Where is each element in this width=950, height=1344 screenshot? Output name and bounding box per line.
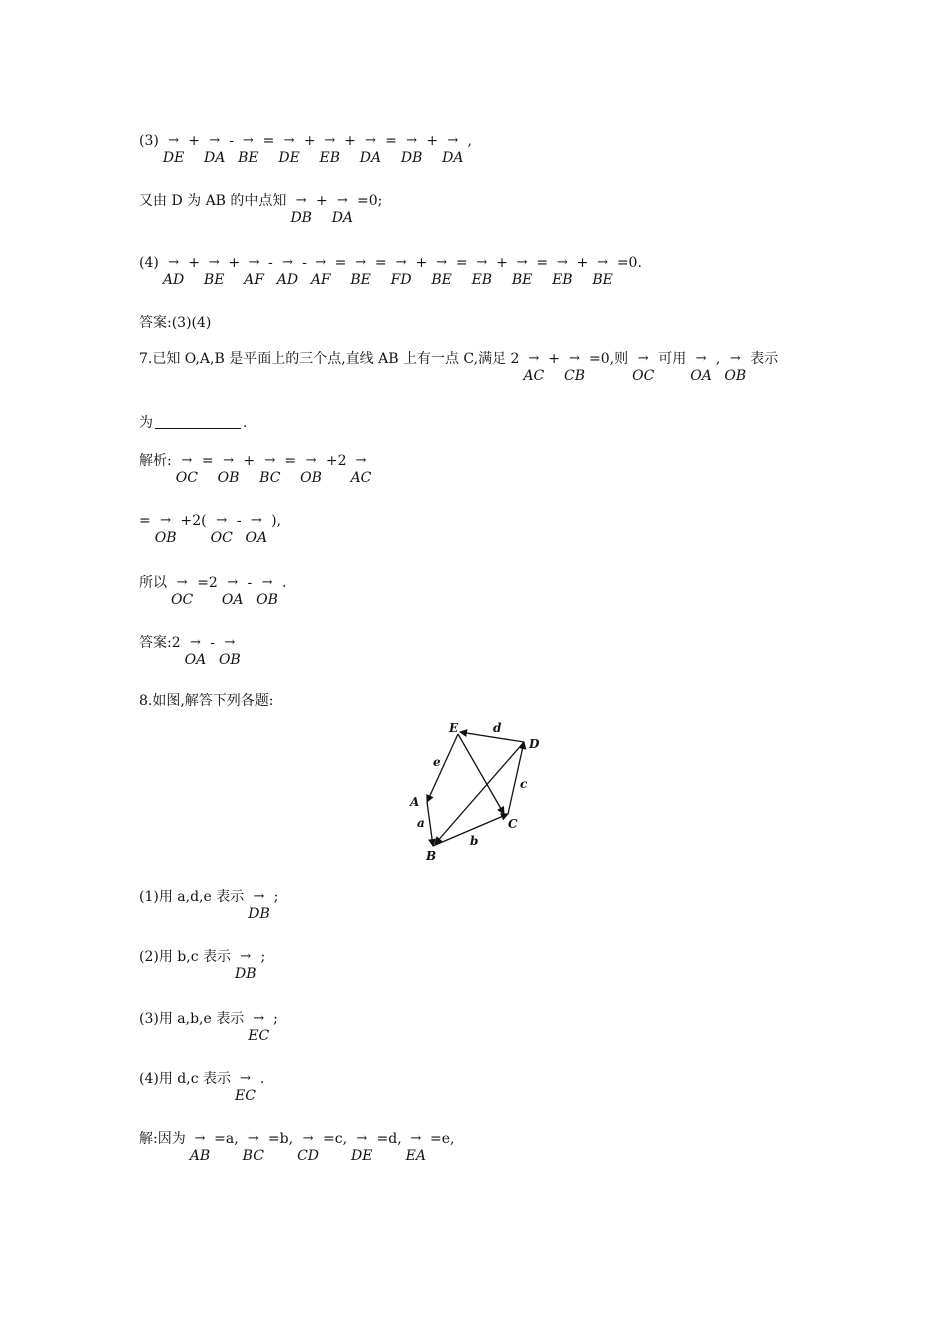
vector-symbol (244, 254, 264, 288)
vector-label: OB (217, 470, 240, 486)
text-run: 答案:(3)(4) (139, 315, 212, 331)
vector-arrow-icon: → (295, 193, 307, 208)
text-line (137, 1130, 456, 1174)
vector-label: OA (221, 592, 244, 608)
text-run: 所以 (139, 575, 167, 591)
vector-symbol (632, 350, 654, 384)
vector-arrow-icon: → (209, 133, 221, 148)
vector-arrow-icon: → (336, 193, 348, 208)
vector-label: BE (592, 272, 613, 288)
operator: = (536, 255, 549, 271)
operator: = (455, 255, 468, 271)
vector-arrow-icon: → (283, 133, 295, 148)
vector-label: DE (278, 150, 300, 166)
vector-label: BC (242, 1148, 264, 1164)
vector-label: OC (210, 530, 233, 546)
text-run: 解:因为 (139, 1131, 186, 1147)
text-line (137, 634, 243, 678)
text-line (137, 350, 780, 394)
vector-arrow-icon: → (248, 255, 260, 270)
operator: - (247, 575, 253, 591)
vector-symbol (238, 132, 259, 166)
vector-symbol (472, 254, 493, 288)
operator: = (262, 133, 275, 149)
vector-arrow-icon: → (355, 453, 367, 468)
vector-symbol (171, 574, 193, 608)
vector-arrow-icon: → (227, 575, 239, 590)
vector-label: OA (184, 652, 207, 668)
operator: + (496, 255, 508, 271)
vector-arrow-icon: → (240, 949, 252, 964)
vector-symbol (246, 512, 268, 546)
vector-label: DA (204, 150, 226, 166)
operator: - (210, 635, 215, 651)
operator: = (374, 255, 387, 271)
vector-symbol (360, 132, 381, 166)
vector-symbol (190, 1130, 210, 1164)
operator: = (201, 453, 214, 469)
vector-arrow-icon: → (253, 889, 265, 904)
vector-label: BE (350, 272, 371, 288)
vector-label: BE (203, 272, 225, 288)
operator: + (576, 255, 589, 271)
text-run: (3)用 a,b,e 表示 (139, 1011, 245, 1027)
text-run: =2 (197, 575, 218, 591)
vector-label: DE (162, 150, 185, 166)
vector-label: OA (690, 368, 712, 384)
operator: - (229, 133, 235, 149)
operator: + (315, 193, 328, 209)
text-line (137, 692, 276, 736)
text-run: =0. (616, 255, 642, 271)
vector-arrow-icon: → (224, 635, 236, 650)
vector-label: OC (632, 368, 655, 384)
operator: + (228, 255, 241, 271)
text-line (137, 254, 644, 298)
text-run: 解析: (139, 453, 172, 469)
vector-arrow-icon: → (253, 1011, 265, 1026)
text-line (137, 132, 474, 176)
vector-arrow-icon: → (569, 351, 580, 366)
vector-label: EC (234, 1088, 256, 1104)
vector-symbol (248, 888, 270, 922)
operator: = (139, 513, 151, 529)
vector-symbol (442, 132, 463, 166)
vector-label: DB (290, 210, 312, 226)
text-line (137, 512, 283, 556)
vector-symbol (163, 132, 184, 166)
vector-symbol (690, 350, 712, 384)
text-line (137, 1070, 266, 1114)
vector-label: DA (331, 210, 354, 226)
vector-symbol (185, 634, 207, 668)
text-run: +2 (325, 453, 347, 469)
operator: - (236, 513, 242, 529)
vector-label: EB (471, 272, 493, 288)
vector-label: DA (442, 150, 464, 166)
text-run: 答案:2 (139, 635, 181, 651)
text-run: +2( (180, 513, 207, 529)
text-run: =e, (430, 1131, 455, 1147)
vector-label: AC (350, 470, 372, 486)
vector-arrow-icon: → (729, 351, 741, 366)
text-run: . (281, 575, 287, 591)
text-run: ; (260, 949, 266, 965)
text-run: =a, (214, 1131, 239, 1147)
vector-arrow-icon: → (637, 351, 649, 366)
vector-arrow-icon: → (356, 1131, 368, 1146)
operator: + (548, 351, 560, 367)
vector-symbol (222, 574, 244, 608)
vector-symbol (176, 452, 198, 486)
text-run: =b, (267, 1131, 294, 1147)
operator: + (344, 133, 356, 149)
text-run: 又由 D 为 AB 的中点知 (139, 193, 287, 209)
vector-arrow-icon: → (168, 133, 180, 148)
vector-symbol (724, 350, 746, 384)
vector-arrow-icon: → (223, 453, 234, 468)
vector-symbol (204, 132, 225, 166)
vector-arrow-icon: → (406, 133, 418, 148)
operator: + (188, 133, 201, 149)
vector-symbol (351, 1130, 372, 1164)
text-run: (1)用 a,d,e 表示 (139, 889, 245, 905)
text-run: 8.如图,解答下列各题: (139, 693, 274, 709)
text-run: =c, (323, 1131, 348, 1147)
vector-label: DA (359, 150, 382, 166)
vector-label: CB (564, 368, 585, 384)
vector-arrow-icon: → (189, 635, 201, 650)
vector-label: EB (319, 150, 341, 166)
vector-label: FD (390, 272, 412, 288)
vector-label: OC (175, 470, 198, 486)
vector-symbol (350, 254, 371, 288)
vector-arrow-icon: → (355, 255, 367, 270)
vector-symbol (523, 350, 544, 384)
vector-label: AB (189, 1148, 211, 1164)
vector-arrow-icon: → (160, 513, 172, 528)
operator: - (302, 255, 307, 271)
vector-label-a: a (417, 816, 425, 830)
vector-arrow-icon: → (395, 255, 407, 270)
text-run: =0,则 (589, 351, 629, 367)
text-run: ; (273, 1011, 278, 1027)
vector-arrow-icon: → (447, 133, 459, 148)
text-line (137, 1010, 280, 1054)
vector-symbol (300, 452, 322, 486)
operator: + (426, 133, 439, 149)
vector-a (427, 802, 433, 846)
vector-arrow-icon: → (305, 453, 317, 468)
vector-arrow-icon: → (597, 255, 609, 270)
point-label-a: A (410, 795, 420, 809)
vector-symbol (332, 192, 353, 226)
vector-symbol (256, 574, 278, 608)
text-run: =d, (376, 1131, 402, 1147)
text-run: , (715, 351, 721, 367)
vector-symbol (235, 1070, 256, 1104)
operator: + (303, 133, 316, 149)
text-run: . (243, 415, 248, 431)
vector-arrow-icon: → (250, 513, 262, 528)
text-run: (4)用 d,c 表示 (139, 1071, 231, 1087)
vector-label: EB (552, 272, 573, 288)
vector-label: OA (245, 530, 268, 546)
vector-label: OB (256, 592, 278, 608)
text-run: 可用 (658, 351, 687, 367)
operator: - (268, 255, 273, 271)
vector-arrow-icon: → (242, 133, 254, 148)
vector-arrow-icon: → (476, 255, 488, 270)
vector-label: AF (310, 272, 331, 288)
vector-label: OC (171, 592, 194, 608)
vector-arrow-icon: → (264, 453, 276, 468)
vector-label-e: e (433, 755, 441, 769)
vector-label: OB (154, 530, 177, 546)
vector-label: DE (351, 1148, 373, 1164)
vector-label: EC (248, 1028, 270, 1044)
vector-arrow-icon: → (436, 255, 448, 270)
operator: = (284, 453, 297, 469)
vector-d (460, 732, 524, 742)
vector-ec (458, 734, 504, 814)
point-label-e: E (449, 721, 459, 735)
vector-figure (400, 714, 560, 864)
text-run: 表示 (750, 351, 779, 367)
vector-label: AC (523, 368, 545, 384)
vector-label: BE (431, 272, 452, 288)
text-line (137, 452, 373, 496)
vector-symbol (320, 132, 341, 166)
point-label-d: D (529, 737, 540, 751)
vector-symbol (351, 452, 372, 486)
vector-symbol (243, 1130, 264, 1164)
vector-symbol (218, 452, 240, 486)
vector-label: OB (300, 470, 322, 486)
text-line (137, 192, 384, 236)
text-run: ; (273, 889, 279, 905)
text-line (137, 574, 288, 618)
text-run: (4) (139, 255, 159, 271)
vector-symbol (163, 254, 184, 288)
vector-label: BC (259, 470, 281, 486)
vector-e (427, 734, 458, 802)
vector-label-b: b (470, 834, 479, 848)
vector-symbol (512, 254, 533, 288)
vector-symbol (564, 350, 585, 384)
answer-blank (155, 414, 241, 429)
text-run: =0; (357, 193, 383, 209)
vector-arrow-icon: → (240, 1071, 251, 1086)
text-run: 为 (139, 415, 153, 431)
vector-label: BE (238, 150, 259, 166)
text-run: (3) (139, 133, 159, 149)
vector-label: AD (276, 272, 299, 288)
vector-arrow-icon: → (324, 133, 336, 148)
vector-arrow-icon: → (695, 351, 707, 366)
operator: + (188, 255, 200, 271)
vector-arrow-icon: → (315, 255, 327, 270)
vector-symbol (278, 132, 299, 166)
vector-arrow-icon: → (247, 1131, 259, 1146)
text-run: 7.已知 O,A,B 是平面上的三个点,直线 AB 上有一点 C,满足 2 (139, 351, 520, 367)
vector-label: OB (724, 368, 747, 384)
vector-arrow-icon: → (261, 575, 273, 590)
vector-label: CD (297, 1148, 320, 1164)
vector-symbol (552, 254, 573, 288)
vector-arrow-icon: → (528, 351, 540, 366)
vector-symbol (431, 254, 452, 288)
operator: + (415, 255, 428, 271)
vector-symbol (297, 1130, 319, 1164)
vector-label: OB (218, 652, 241, 668)
text-run: (2)用 b,c 表示 (139, 949, 231, 965)
vector-arrow-icon: → (281, 255, 293, 270)
text-run: . (259, 1071, 265, 1087)
vector-symbol (219, 634, 241, 668)
vector-arrow-icon: → (365, 133, 376, 148)
vector-symbol (155, 512, 177, 546)
vector-symbol (311, 254, 331, 288)
vector-symbol (259, 452, 280, 486)
vector-label: BE (511, 272, 533, 288)
operator: = (385, 133, 397, 149)
vector-label: AD (162, 272, 185, 288)
vector-arrow-icon: → (302, 1131, 314, 1146)
vector-symbol (211, 512, 233, 546)
vector-label: AF (244, 272, 264, 288)
vector-arrow-icon: → (410, 1131, 422, 1146)
vector-symbol (290, 192, 312, 226)
vector-label: EA (405, 1148, 426, 1164)
vector-label: DB (234, 966, 257, 982)
vector-arrow-icon: → (194, 1131, 206, 1146)
point-label-c: C (508, 817, 518, 831)
text-line (137, 888, 280, 932)
vector-arrow-icon: → (168, 255, 179, 270)
vector-arrow-icon: → (216, 513, 228, 528)
operator: = (334, 255, 347, 271)
point-label-b: B (426, 849, 437, 863)
vector-arrow-icon: → (208, 255, 220, 270)
vector-symbol (406, 1130, 426, 1164)
vector-symbol (592, 254, 613, 288)
vector-symbol (235, 948, 257, 982)
vector-symbol (277, 254, 298, 288)
text-run: , (467, 133, 472, 149)
text-line (137, 948, 267, 992)
vector-arrow-icon: → (516, 255, 528, 270)
vector-symbol (248, 1010, 269, 1044)
vector-label: DB (248, 906, 270, 922)
vector-arrow-icon: → (176, 575, 188, 590)
vector-arrow-icon: → (181, 453, 193, 468)
text-run: ), (271, 513, 282, 529)
vector-label: DB (400, 150, 423, 166)
vector-arrow-icon: → (556, 255, 568, 270)
vector-label-d: d (493, 721, 502, 735)
operator: + (243, 453, 256, 469)
vector-symbol (391, 254, 412, 288)
vector-symbol (401, 132, 423, 166)
vector-symbol (204, 254, 225, 288)
vector-label-c: c (520, 777, 528, 791)
